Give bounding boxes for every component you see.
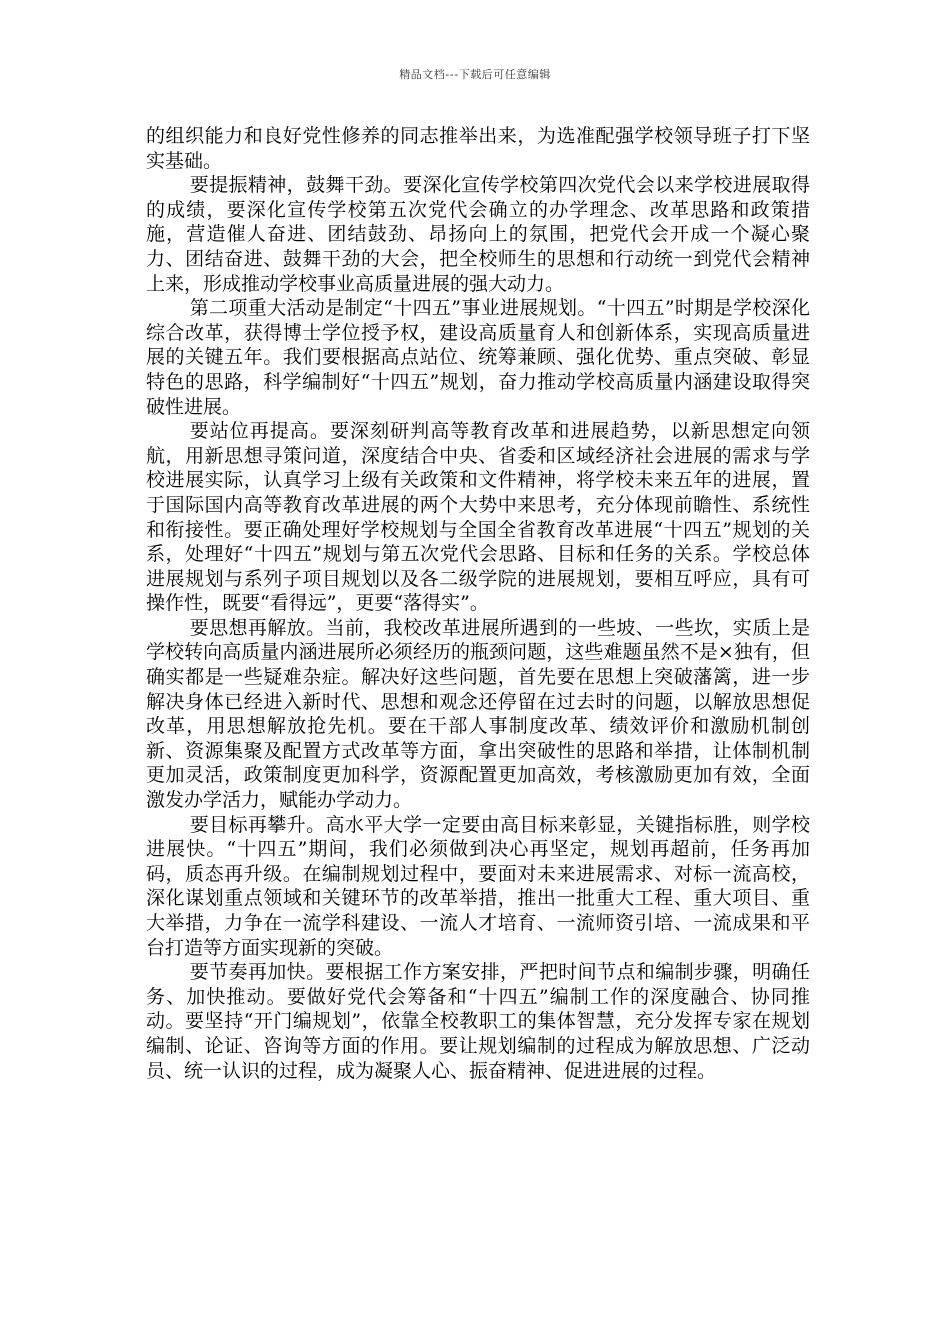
paragraph-continuation: 的组织能力和良好党性修养的同志推举出来，为选准配强学校领导班子打下坚实基础。: [146, 125, 810, 172]
paragraph-raise-goals: 要目标再攀升。高水平大学一定要由高目标来彰显，关键指标胜，则学校进展快。“十四五”期间，我们必须做到决心再坚定，规划再超前，任务再加码，质态再升级。在编制规划过程中，要面对未来进展需求、对标一流高校，深化谋划重点领域和关键环节的改革举措，推出一批重大工程、重大项目、重大举措，力争在一流学科建设、一流人才培育、一流师资引培、一流成果和平台打造等方面实现新的突破。: [146, 813, 810, 959]
document-body: [146, 124, 810, 1083]
paragraph-speed-up: 要节奏再加快。要根据工作方案安排，严把时间节点和编制步骤，明确任务、加快推动。要做好党代会筹备和“十四五”编制工作的深度融合、协同推动。要坚持“开门编规划”，依靠全校教职工的集体智慧，充分发挥专家在规划编制、论证、咨询等方面的作用。要让规划编制的过程成为解放思想、广泛动员、统一认识的过程，成为凝聚人心、振奋精神、促进进展的过程。: [146, 961, 810, 1082]
running-header: 精品文档---下载后可任意编辑: [399, 68, 551, 81]
paragraph-boost-morale: 要提振精神，鼓舞干劲。要深化宣传学校第四次党代会以来学校进展取得的成绩，要深化宣传学校第五次党代会确立的办学理念、改革思路和政策措施，营造催人奋进、团结鼓劲、昂扬向上的氛围，把党代会开成一个凝心聚力、团结奋进、鼓舞干劲的大会，把全校师生的思想和行动统一到党代会精神上来，形成推动学校事业高质量进展的强大动力。: [146, 174, 810, 295]
paragraph-raise-position: 要站位再提高。要深刻研判高等教育改革和进展趋势，以新思想定向领航，用新思想寻策问道，深度结合中央、省委和区域经济社会进展的需求与学校进展实际，认真学习上级有关政策和文件精神，将学校未来五年的进展，置于国际国内高等教育改革进展的两个大势中来思考，充分体现前瞻性、系统性和衔接性。要正确处理好学校规划与全国全省教育改革进展“十四五”规划的关系，处理好“十四五”规划与第五次党代会思路、目标和任务的关系。学校总体进展规划与系列子项目规划以及各二级学院的进展规划，要相互呼应，具有可操作性，既要“看得远”，更要“落得实”。: [146, 420, 810, 615]
paragraph-liberate-thinking: 要思想再解放。当前，我校改革进展所遇到的一些坡、一些坎，实质上是学校转向高质量内涵进展所必须经历的瓶颈问题，这些难题虽然不是×独有，但确实都是一些疑难杂症。解决好这些问题，首先要在思想上突破藩篱，进一步解决身体已经进入新时代、思想和观念还停留在过去时的问题，以解放思想促改革，用思想解放抢先机。要在干部人事制度改革、绩效评价和激励机制创新、资源集聚及配置方式改革等方面，拿出突破性的思路和举措，让体制机制更加灵活，政策制度更加科学，资源配置更加高效，考核激励更加有效，全面激发办学活力，赋能办学动力。: [146, 616, 810, 812]
paragraph-second-major-activity: 第二项重大活动是制定“十四五”事业进展规划。“十四五”时期是学校深化综合改革，获得博士学位授予权，建设高质量育人和创新体系，实现高质量进展的关键五年。我们要根据高点站位、统筹兼顾、强化优势、重点突破、彰显特色的思路，科学编制好“十四五”规划，奋力推动学校高质量内涵建设取得突破性进展。: [146, 297, 810, 418]
